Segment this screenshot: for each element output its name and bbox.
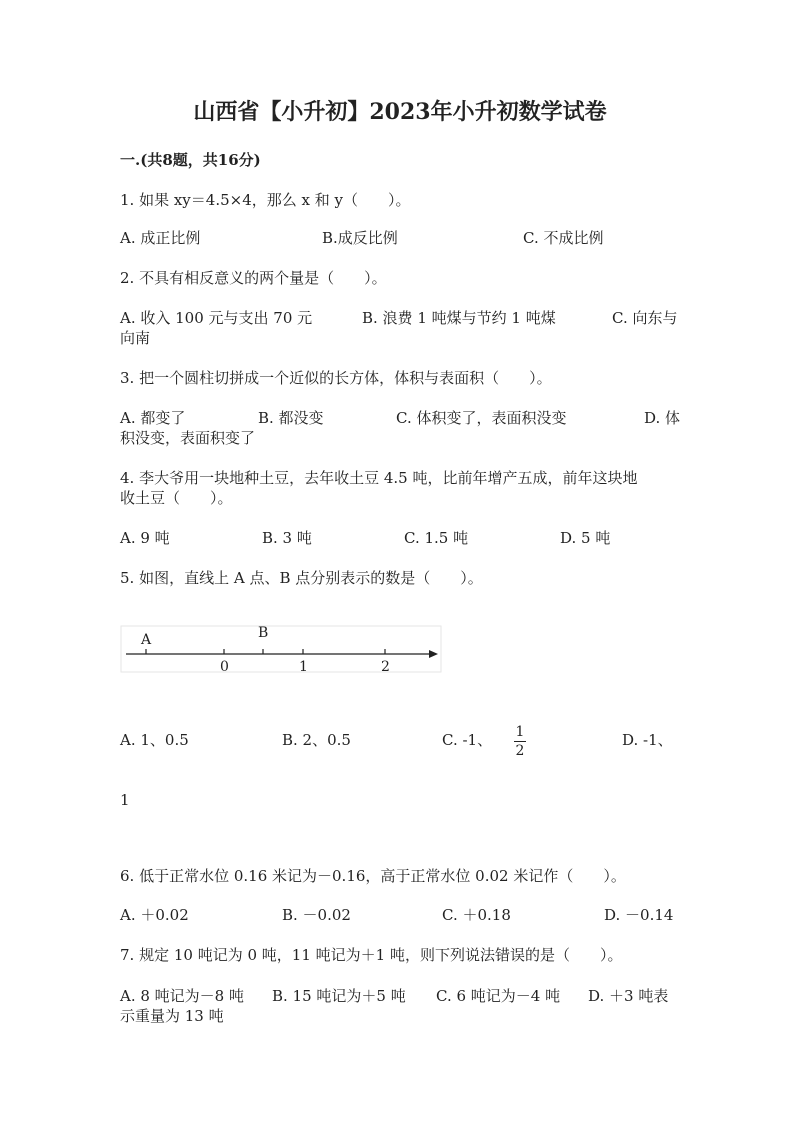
number-line-arrow [429, 650, 438, 658]
question-3-option-c: C. 体积变了，表面积没变 [396, 409, 567, 427]
page-title: 山西省【小升初】2023年小升初数学试卷 [193, 99, 607, 125]
point-label-b: B [258, 625, 269, 641]
question-4-option-d: D. 5 吨 [560, 529, 611, 547]
question-4-stem: 4. 李大爷用一块地种土豆，去年收土豆 4.5 吨，比前年增产五成，前年这块地 [120, 469, 638, 487]
question-7-option-d-cont: 示重量为 13 吨 [120, 1007, 224, 1025]
question-5-stem: 5. 如图，直线上 A 点、B 点分别表示的数是（ ）。 [120, 569, 483, 587]
question-3-stem: 3. 把一个圆柱切拼成一个近似的长方体，体积与表面积（ ）。 [120, 369, 552, 387]
question-6-stem: 6. 低于正常水位 0.16 米记为－0.16，高于正常水位 0.02 米记作（ ）。 [120, 867, 626, 885]
fraction-numerator: 1 [515, 724, 525, 740]
fraction-denominator: 2 [515, 743, 525, 759]
question-6-option-d: D. －0.14 [604, 906, 674, 924]
question-4-option-a: A. 9 吨 [120, 529, 170, 547]
question-3-option-b: B. 都没变 [258, 409, 324, 427]
question-2-stem: 2. 不具有相反意义的两个量是（ ）。 [120, 269, 387, 287]
question-2-option-b: B. 浪费 1 吨煤与节约 1 吨煤 [362, 309, 556, 327]
question-1-stem: 1. 如果 xy＝4.5×4，那么 x 和 y（ ）。 [120, 191, 411, 209]
question-7-stem: 7. 规定 10 吨记为 0 吨，11 吨记为＋1 吨，则下列说法错误的是（ ）。 [120, 946, 623, 964]
question-2-option-c: C. 向东与 [612, 309, 678, 327]
question-1-option-a: A. 成正比例 [120, 229, 201, 247]
question-5-option-c-fraction [512, 724, 528, 759]
question-5-option-a: A. 1、0.5 [120, 731, 189, 749]
question-2-option-c-cont: 向南 [120, 329, 151, 347]
question-7-option-c: C. 6 吨记为－4 吨 [436, 987, 561, 1005]
tick-label-1: 1 [299, 659, 308, 675]
tick-label-0: 0 [220, 659, 229, 675]
question-4-option-c: C. 1.5 吨 [404, 529, 469, 547]
question-4-stem-cont: 收土豆（ ）。 [120, 489, 233, 507]
question-5-option-d-cont: 1 [120, 791, 130, 809]
point-label-a: A [141, 632, 152, 648]
question-3-option-d-cont: 积没变，表面积变了 [120, 429, 256, 447]
question-2-option-a: A. 收入 100 元与支出 70 元 [120, 309, 313, 327]
question-6-option-a: A. ＋0.02 [120, 906, 189, 924]
question-4-option-b: B. 3 吨 [262, 529, 312, 547]
question-3-option-a: A. 都变了 [120, 409, 186, 427]
question-7-option-d: D. ＋3 吨表 [588, 987, 669, 1005]
question-7-option-b: B. 15 吨记为＋5 吨 [272, 987, 406, 1005]
question-1-option-c: C. 不成比例 [523, 229, 604, 247]
question-5-option-c: C. -1、 [442, 731, 493, 749]
question-6-option-c: C. ＋0.18 [442, 906, 511, 924]
fraction-bar [514, 741, 526, 742]
tick-label-2: 2 [381, 659, 390, 675]
question-1-option-b: B.成反比例 [322, 229, 398, 247]
number-line-figure [120, 620, 444, 678]
question-5-option-d: D. -1、 [622, 731, 673, 749]
question-6-option-b: B. －0.02 [282, 906, 351, 924]
question-3-option-d: D. 体 [644, 409, 681, 427]
question-7-option-a: A. 8 吨记为－8 吨 [120, 987, 244, 1005]
question-5-option-b: B. 2、0.5 [282, 731, 351, 749]
section-heading: 一.(共8题，共16分) [120, 151, 261, 169]
